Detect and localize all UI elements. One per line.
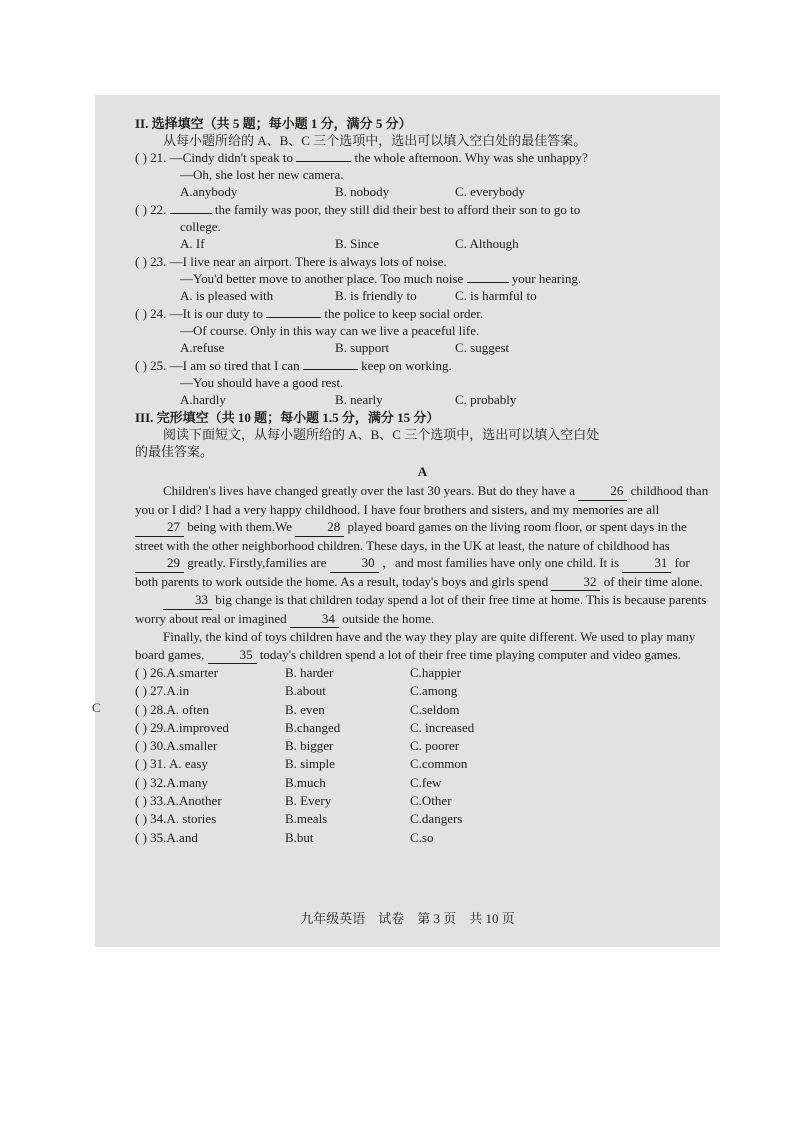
p2-text-2: outside the home. [342,610,435,626]
blank-32: 32 [551,573,600,592]
q24-stem-a: ( ) 24. —It is our duty to [135,306,263,321]
choice-33-a: ( ) 33.A.Another [135,793,222,809]
q22-option-a: A. If [180,236,205,251]
margin-mark: C [92,700,101,715]
blank-28: 28 [295,518,344,537]
blank-34: 34 [290,610,339,629]
q25-stem-a: ( ) 25. —I am so tired that I can [135,358,300,373]
q23-option-b: B. is friendly to [335,288,417,303]
choice-row-34 [135,810,710,828]
choice-row-27 [135,682,710,700]
choice-row-35 [135,829,710,847]
passage-paragraph-3 [135,628,710,664]
q22-blank [170,201,212,214]
p1-text-3: being with them.We [187,519,292,534]
q22-option-c: C. Although [455,236,519,251]
q23-stem-a: —You'd better move to another place. Too much noise [180,271,464,286]
cloze-choice-list [135,664,710,847]
q21-option-b: B. nobody [335,184,390,199]
q21-line1 [135,149,710,166]
page-content [135,115,710,847]
q21-option-c: C. everybody [455,184,526,199]
choice-29-b: B.changed [285,719,341,735]
choice-31-b: B. simple [285,756,335,772]
choice-30-a: ( ) 30.A.smaller [135,738,218,754]
choice-row-30 [135,737,710,755]
q24-stem-b: the police to keep social order. [324,306,484,321]
q21-stem-b: the whole afternoon. Why was she unhappy? [354,150,588,165]
passage-label: A [417,464,428,479]
p2-text-1: big change is that children today spend a lot of their free time at home. This is because parents worry about real or imagined [135,592,707,626]
p1-text-5: greatly. Firstly,families are [187,555,327,570]
choice-row-26 [135,664,710,682]
choice-31-a: ( ) 31. A. easy [135,756,208,772]
q25-blank [303,357,358,370]
section3-instruction-1: 阅读下面短文，从每小题所给的 A、B、C 三个选项中，选出可以填入空白处 [163,427,600,442]
choice-32-b: B.much [285,774,326,790]
choice-28-c: C.seldom [410,701,460,717]
q25-options [135,391,710,409]
q25-line2: —You should have a good rest. [180,375,344,390]
q23-options [135,287,710,305]
choice-32-c: C.few [410,774,442,790]
section2-heading: II. 选择填空（共 5 题；每小题 1 分，满分 5 分） [135,116,412,131]
p1-text-6: ，and most families have only one child. It is [381,555,620,570]
choice-row-28 [135,701,710,719]
q23-line1: ( ) 23. —I live near an airport. There is always lots of noise. [135,254,447,269]
choice-30-b: B. bigger [285,738,334,754]
blank-29: 29 [135,554,184,573]
choice-row-31 [135,755,710,773]
q21-stem-a: ( ) 21. —Cindy didn't speak to [135,150,293,165]
choice-30-c: C. poorer [410,738,460,754]
choice-35-c: C.so [410,829,434,845]
q23-stem-b: your hearing. [511,271,582,286]
p1-text-7: for both parents to work outside the home. As a result, today's boys and girls spend [135,555,690,589]
p1-text-1: Children's lives have changed greatly over the last 30 years. But do they have a [163,483,576,498]
choice-26-a: ( ) 26.A.smarter [135,665,219,680]
q21-blank [296,149,351,162]
q25-option-c: C. probably [455,392,517,407]
q22-options [135,235,710,253]
choice-29-a: ( ) 29.A.improved [135,719,229,735]
q22-line2: college. [180,219,221,234]
choice-35-a: ( ) 35.A.and [135,829,198,845]
q21-option-a: A.anybody [180,184,238,199]
blank-31: 31 [622,554,671,573]
choice-29-c: C. increased [410,719,475,735]
q24-option-b: B. support [335,340,390,355]
q24-option-a: A.refuse [180,340,225,355]
p1-text-4: played board games on the living room floor, or spent days in the street with the other neighborhood children. These days, in the UK at least, the nature of childhood has [135,519,687,553]
p1-text-2: childhood than you or I did? I had a very happy childhood. I have four brothers and sisters, and my memories are all [135,483,709,517]
q23-option-a: A. is pleased with [180,288,274,303]
p3-text-2: today's children spend a lot of their free time playing computer and video games. [259,646,681,662]
choice-27-b: B.about [285,683,326,699]
choice-26-c: C.happier [410,665,461,680]
choice-33-c: C.Other [410,793,452,809]
q25-option-b: B. nearly [335,392,383,407]
choice-row-33 [135,792,710,810]
blank-30: 30 [330,554,379,573]
q22-stem-a: ( ) 22. [135,202,167,217]
choice-35-b: B.but [285,829,314,845]
passage-paragraph-1 [135,482,710,591]
q24-line1 [135,305,710,322]
section3-heading: III. 完形填空（共 10 题；每小题 1.5 分，满分 15 分） [135,410,440,425]
q23-blank [467,270,509,283]
choice-34-c: C.dangers [410,811,463,827]
p3-text-1: Finally, the kind of toys children have and the way they play are quite different. We used to play many board games, [135,629,696,662]
q23-line2 [135,270,710,287]
choice-28-b: B. even [285,701,325,717]
passage-paragraph-2 [135,591,710,628]
choice-34-a: ( ) 34.A. stories [135,811,217,827]
q24-option-c: C. suggest [455,340,510,355]
q25-line1 [135,357,710,374]
page-footer: 九年级英语 试卷 第 3 页 共 10 页 [300,911,515,926]
choice-28-a: ( ) 28.A. often [135,701,210,717]
q24-line2: —Of course. Only in this way can we live a peaceful life. [180,323,480,338]
q24-blank [266,305,321,318]
blank-33: 33 [163,591,212,610]
p1-text-8: of their time alone. [603,573,703,589]
blank-26: 26 [578,482,627,501]
choice-32-a: ( ) 32.A.many [135,774,208,790]
section3-instruction-2: 的最佳答案。 [135,444,214,459]
choice-27-a: ( ) 27.A.in [135,683,190,699]
blank-35: 35 [208,646,257,665]
q25-stem-b: keep on working. [361,358,452,373]
exam-page [95,95,720,947]
q22-option-b: B. Since [335,236,380,251]
choice-26-b: B. harder [285,665,334,680]
q21-options [135,183,710,201]
q23-option-c: C. is harmful to [455,288,537,303]
choice-34-b: B.meals [285,811,328,827]
section2-instruction: 从每小题所给的 A、B、C 三个选项中，选出可以填入空白处的最佳答案。 [163,133,587,148]
blank-27: 27 [135,518,184,537]
choice-33-b: B. Every [285,793,332,809]
choice-27-c: C.among [410,683,458,699]
q24-options [135,339,710,357]
q25-option-a: A.hardly [180,392,226,407]
q22-stem-b: the family was poor, they still did their best to afford their son to go to [214,202,581,217]
q22-line1 [135,201,710,218]
choice-row-32 [135,774,710,792]
q21-line2: —Oh, she lost her new camera. [180,167,344,182]
choice-row-29 [135,719,710,737]
choice-31-c: C.common [410,756,468,772]
